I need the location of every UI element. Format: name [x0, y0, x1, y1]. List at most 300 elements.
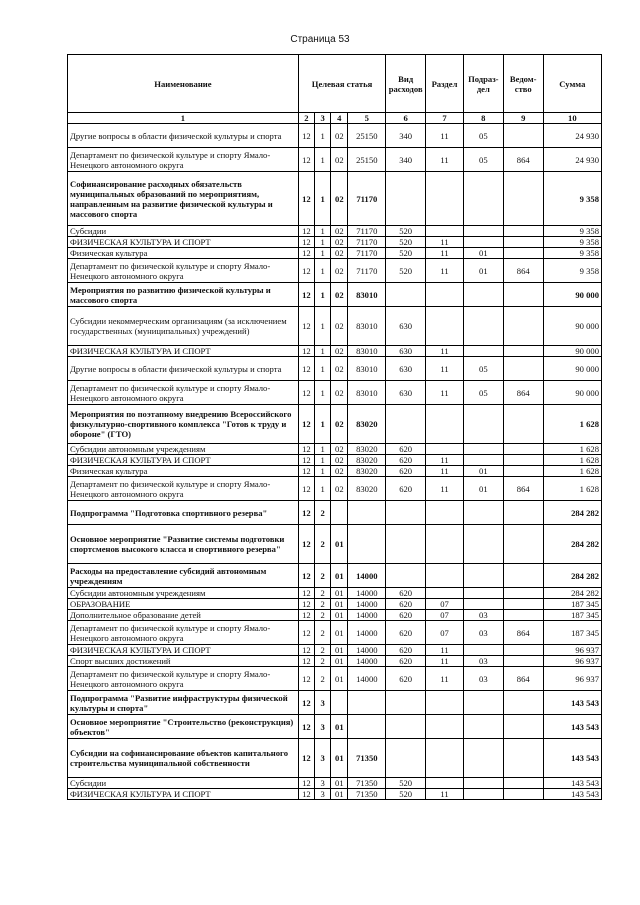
subprogram-code-cell: 3 [315, 789, 331, 800]
measure-code-cell: 02 [331, 172, 348, 226]
subprogram-code-cell: 1 [315, 477, 331, 501]
direction-code-cell: 83020 [348, 444, 386, 455]
program-code-cell: 12 [298, 610, 314, 621]
amount-cell: 143 543 [543, 691, 601, 715]
direction-code-cell: 83010 [348, 381, 386, 405]
table-row [68, 621, 602, 645]
program-code-cell: 12 [298, 307, 314, 346]
amount-cell: 90 000 [543, 357, 601, 381]
expense-type-cell [386, 525, 426, 564]
row-name-cell: Департамент по физической культуре и спорту Ямало-Ненецкого автономного округа [68, 259, 299, 283]
amount-cell: 1 628 [543, 477, 601, 501]
measure-code-cell: 02 [331, 455, 348, 466]
expense-type-cell: 630 [386, 381, 426, 405]
col-header-razdel: Раздел [426, 55, 464, 113]
program-code-cell: 12 [298, 148, 314, 172]
amount-cell: 90 000 [543, 346, 601, 357]
subsection-cell [463, 691, 503, 715]
subsection-cell: 03 [463, 667, 503, 691]
subprogram-code-cell: 2 [315, 599, 331, 610]
program-code-cell: 12 [298, 124, 314, 148]
section-cell: 07 [426, 621, 464, 645]
table-row [68, 248, 602, 259]
measure-code-cell: 02 [331, 444, 348, 455]
row-name-cell: Субсидии автономным учреждениям [68, 588, 299, 599]
direction-code-cell: 14000 [348, 645, 386, 656]
section-cell: 11 [426, 237, 464, 248]
subprogram-code-cell: 2 [315, 525, 331, 564]
department-cell [503, 525, 543, 564]
amount-cell: 143 543 [543, 778, 601, 789]
section-cell: 11 [426, 381, 464, 405]
column-number: 9 [503, 113, 543, 124]
column-number: 5 [348, 113, 386, 124]
expense-type-cell [386, 405, 426, 444]
subprogram-code-cell: 1 [315, 248, 331, 259]
measure-code-cell: 02 [331, 405, 348, 444]
expense-type-cell: 520 [386, 778, 426, 789]
department-cell [503, 455, 543, 466]
measure-code-cell: 01 [331, 715, 348, 739]
direction-code-cell: 71170 [348, 259, 386, 283]
measure-code-cell: 02 [331, 307, 348, 346]
subsection-cell [463, 501, 503, 525]
amount-cell: 187 345 [543, 621, 601, 645]
subprogram-code-cell: 2 [315, 667, 331, 691]
program-code-cell: 12 [298, 739, 314, 778]
expense-type-cell: 620 [386, 667, 426, 691]
amount-cell: 284 282 [543, 525, 601, 564]
measure-code-cell: 01 [331, 656, 348, 667]
column-number: 8 [463, 113, 503, 124]
department-cell [503, 656, 543, 667]
subsection-cell: 05 [463, 148, 503, 172]
amount-cell: 9 358 [543, 172, 601, 226]
program-code-cell: 12 [298, 283, 314, 307]
program-code-cell: 12 [298, 778, 314, 789]
subsection-cell [463, 226, 503, 237]
row-name-cell: Другие вопросы в области физической культуры и спорта [68, 124, 299, 148]
row-name-cell: Мероприятия по развитию физической культуры и массового спорта [68, 283, 299, 307]
program-code-cell: 12 [298, 645, 314, 656]
section-cell: 11 [426, 248, 464, 259]
row-name-cell: Субсидии на софинансирование объектов капитального строительства муниципальной собственности [68, 739, 299, 778]
section-cell: 11 [426, 455, 464, 466]
table-row [68, 148, 602, 172]
row-name-cell: Департамент по физической культуре и спорту Ямало-Ненецкого автономного округа [68, 477, 299, 501]
measure-code-cell: 02 [331, 248, 348, 259]
measure-code-cell: 02 [331, 148, 348, 172]
row-name-cell: ФИЗИЧЕСКАЯ КУЛЬТУРА И СПОРТ [68, 346, 299, 357]
table-row [68, 667, 602, 691]
subsection-cell [463, 237, 503, 248]
expense-type-cell [386, 172, 426, 226]
expense-type-cell: 520 [386, 259, 426, 283]
direction-code-cell: 14000 [348, 564, 386, 588]
row-name-cell: Департамент по физической культуре и спорту Ямало-Ненецкого автономного округа [68, 621, 299, 645]
expense-type-cell: 620 [386, 645, 426, 656]
department-cell [503, 599, 543, 610]
table-row [68, 405, 602, 444]
department-cell: 864 [503, 148, 543, 172]
expense-type-cell: 520 [386, 789, 426, 800]
subprogram-code-cell: 1 [315, 283, 331, 307]
measure-code-cell: 01 [331, 599, 348, 610]
col-header-podrazdel: Подраз-дел [463, 55, 503, 113]
expense-type-cell: 520 [386, 237, 426, 248]
direction-code-cell: 71170 [348, 172, 386, 226]
direction-code-cell: 83010 [348, 346, 386, 357]
program-code-cell: 12 [298, 405, 314, 444]
table-row [68, 715, 602, 739]
table-row [68, 455, 602, 466]
subprogram-code-cell: 2 [315, 656, 331, 667]
subprogram-code-cell: 2 [315, 501, 331, 525]
column-number: 7 [426, 113, 464, 124]
direction-code-cell: 14000 [348, 599, 386, 610]
table-row [68, 691, 602, 715]
section-cell: 11 [426, 656, 464, 667]
amount-cell: 284 282 [543, 501, 601, 525]
measure-code-cell: 02 [331, 346, 348, 357]
row-name-cell: Физическая культура [68, 248, 299, 259]
section-cell: 11 [426, 667, 464, 691]
row-name-cell: Субсидии автономным учреждениям [68, 444, 299, 455]
department-cell [503, 466, 543, 477]
subsection-cell: 05 [463, 381, 503, 405]
expense-type-cell: 620 [386, 444, 426, 455]
program-code-cell: 12 [298, 248, 314, 259]
measure-code-cell: 01 [331, 778, 348, 789]
amount-cell: 9 358 [543, 226, 601, 237]
subprogram-code-cell: 1 [315, 259, 331, 283]
table-row [68, 346, 602, 357]
direction-code-cell [348, 715, 386, 739]
expense-type-cell: 620 [386, 477, 426, 501]
row-name-cell: Физическая культура [68, 466, 299, 477]
direction-code-cell [348, 525, 386, 564]
program-code-cell: 12 [298, 172, 314, 226]
measure-code-cell: 01 [331, 789, 348, 800]
table-row [68, 172, 602, 226]
subsection-cell: 01 [463, 466, 503, 477]
subsection-cell [463, 564, 503, 588]
subsection-cell [463, 346, 503, 357]
direction-code-cell: 83010 [348, 283, 386, 307]
subsection-cell: 03 [463, 621, 503, 645]
department-cell: 864 [503, 381, 543, 405]
table-row [68, 645, 602, 656]
table-row [68, 226, 602, 237]
expense-type-cell: 620 [386, 656, 426, 667]
amount-cell: 284 282 [543, 588, 601, 599]
subprogram-code-cell: 1 [315, 455, 331, 466]
direction-code-cell: 83010 [348, 357, 386, 381]
program-code-cell: 12 [298, 525, 314, 564]
measure-code-cell: 01 [331, 739, 348, 778]
expense-type-cell [386, 283, 426, 307]
department-cell [503, 739, 543, 778]
amount-cell: 9 358 [543, 259, 601, 283]
row-name-cell: Основное мероприятие "Развитие системы подготовки спортсменов высокого класса и спортивного резерва" [68, 525, 299, 564]
program-code-cell: 12 [298, 564, 314, 588]
section-cell [426, 715, 464, 739]
table-row [68, 778, 602, 789]
department-cell [503, 610, 543, 621]
department-cell [503, 405, 543, 444]
amount-cell: 9 358 [543, 248, 601, 259]
table-row [68, 656, 602, 667]
section-cell [426, 405, 464, 444]
subprogram-code-cell: 2 [315, 564, 331, 588]
direction-code-cell: 71170 [348, 226, 386, 237]
expense-type-cell: 520 [386, 248, 426, 259]
section-cell: 11 [426, 789, 464, 800]
section-cell: 11 [426, 357, 464, 381]
subsection-cell [463, 599, 503, 610]
section-cell: 11 [426, 124, 464, 148]
col-header-vid: Вид расходов [386, 55, 426, 113]
measure-code-cell: 02 [331, 259, 348, 283]
department-cell [503, 283, 543, 307]
row-name-cell: ФИЗИЧЕСКАЯ КУЛЬТУРА И СПОРТ [68, 455, 299, 466]
subsection-cell [463, 789, 503, 800]
direction-code-cell: 71350 [348, 778, 386, 789]
measure-code-cell: 02 [331, 226, 348, 237]
subprogram-code-cell: 3 [315, 778, 331, 789]
subprogram-code-cell: 3 [315, 691, 331, 715]
row-name-cell: Другие вопросы в области физической культуры и спорта [68, 357, 299, 381]
section-cell [426, 525, 464, 564]
measure-code-cell: 01 [331, 610, 348, 621]
subprogram-code-cell: 1 [315, 124, 331, 148]
direction-code-cell: 71350 [348, 739, 386, 778]
subsection-cell: 05 [463, 357, 503, 381]
subprogram-code-cell: 1 [315, 381, 331, 405]
row-name-cell: Основное мероприятие "Строительство (реконструкция) объектов" [68, 715, 299, 739]
direction-code-cell: 14000 [348, 610, 386, 621]
direction-code-cell: 25150 [348, 148, 386, 172]
department-cell: 864 [503, 621, 543, 645]
subprogram-code-cell: 3 [315, 739, 331, 778]
department-cell: 864 [503, 667, 543, 691]
table-row [68, 237, 602, 248]
subsection-cell [463, 405, 503, 444]
direction-code-cell: 71170 [348, 248, 386, 259]
subprogram-code-cell: 2 [315, 588, 331, 599]
measure-code-cell: 02 [331, 283, 348, 307]
subsection-cell [463, 715, 503, 739]
table-row [68, 501, 602, 525]
measure-code-cell: 01 [331, 588, 348, 599]
measure-code-cell: 02 [331, 237, 348, 248]
subprogram-code-cell: 3 [315, 715, 331, 739]
amount-cell: 9 358 [543, 237, 601, 248]
measure-code-cell: 02 [331, 466, 348, 477]
expense-type-cell: 620 [386, 621, 426, 645]
subsection-cell [463, 525, 503, 564]
section-cell: 11 [426, 148, 464, 172]
row-name-cell: ФИЗИЧЕСКАЯ КУЛЬТУРА И СПОРТ [68, 237, 299, 248]
department-cell: 864 [503, 259, 543, 283]
program-code-cell: 12 [298, 346, 314, 357]
subprogram-code-cell: 2 [315, 610, 331, 621]
row-name-cell: Софинансирование расходных обязательств муниципальных образований по мероприятиям, направленным на развитие физической культуры и массового спорта [68, 172, 299, 226]
header-row [68, 55, 602, 113]
program-code-cell: 12 [298, 259, 314, 283]
subsection-cell [463, 307, 503, 346]
expense-type-cell: 630 [386, 307, 426, 346]
program-code-cell: 12 [298, 477, 314, 501]
row-name-cell: Департамент по физической культуре и спорту Ямало-Ненецкого автономного округа [68, 148, 299, 172]
measure-code-cell: 01 [331, 621, 348, 645]
direction-code-cell: 14000 [348, 667, 386, 691]
section-cell [426, 691, 464, 715]
col-header-target: Целевая статья [298, 55, 385, 113]
measure-code-cell: 02 [331, 124, 348, 148]
amount-cell: 143 543 [543, 715, 601, 739]
row-name-cell: Субсидии некоммерческим организациям (за исключением государственных (муниципальных) учреждений) [68, 307, 299, 346]
section-cell [426, 501, 464, 525]
amount-cell: 90 000 [543, 307, 601, 346]
section-cell: 11 [426, 346, 464, 357]
col-header-vedomstvo: Ведом-ство [503, 55, 543, 113]
section-cell [426, 564, 464, 588]
subsection-cell: 01 [463, 248, 503, 259]
subprogram-code-cell: 1 [315, 346, 331, 357]
row-name-cell: Дополнительное образование детей [68, 610, 299, 621]
column-number: 10 [543, 113, 601, 124]
direction-code-cell: 71350 [348, 789, 386, 800]
row-name-cell: Департамент по физической культуре и спорту Ямало-Ненецкого автономного округа [68, 667, 299, 691]
measure-code-cell: 01 [331, 667, 348, 691]
department-cell [503, 789, 543, 800]
expense-type-cell: 630 [386, 357, 426, 381]
amount-cell: 24 930 [543, 148, 601, 172]
section-cell: 11 [426, 645, 464, 656]
department-cell [503, 172, 543, 226]
subprogram-code-cell: 2 [315, 621, 331, 645]
table-row [68, 307, 602, 346]
expense-type-cell [386, 691, 426, 715]
direction-code-cell: 14000 [348, 621, 386, 645]
subprogram-code-cell: 2 [315, 645, 331, 656]
section-cell [426, 307, 464, 346]
column-number: 2 [298, 113, 314, 124]
expense-type-cell: 620 [386, 466, 426, 477]
row-name-cell: ФИЗИЧЕСКАЯ КУЛЬТУРА И СПОРТ [68, 645, 299, 656]
program-code-cell: 12 [298, 588, 314, 599]
section-cell [426, 588, 464, 599]
direction-code-cell: 25150 [348, 124, 386, 148]
program-code-cell: 12 [298, 621, 314, 645]
program-code-cell: 12 [298, 455, 314, 466]
table-row [68, 564, 602, 588]
subsection-cell: 03 [463, 656, 503, 667]
measure-code-cell: 02 [331, 357, 348, 381]
amount-cell: 284 282 [543, 564, 601, 588]
department-cell [503, 226, 543, 237]
department-cell [503, 307, 543, 346]
amount-cell: 143 543 [543, 789, 601, 800]
direction-code-cell: 14000 [348, 656, 386, 667]
expense-type-cell: 620 [386, 588, 426, 599]
department-cell [503, 501, 543, 525]
department-cell: 864 [503, 477, 543, 501]
row-name-cell: ОБРАЗОВАНИЕ [68, 599, 299, 610]
program-code-cell: 12 [298, 789, 314, 800]
table-row [68, 477, 602, 501]
table-row [68, 739, 602, 778]
subsection-cell [463, 588, 503, 599]
department-cell [503, 564, 543, 588]
subsection-cell: 01 [463, 477, 503, 501]
department-cell [503, 645, 543, 656]
expense-type-cell: 630 [386, 346, 426, 357]
expense-type-cell: 620 [386, 610, 426, 621]
table-row [68, 283, 602, 307]
column-number: 6 [386, 113, 426, 124]
program-code-cell: 12 [298, 667, 314, 691]
program-code-cell: 12 [298, 466, 314, 477]
expense-type-cell: 520 [386, 226, 426, 237]
direction-code-cell: 83020 [348, 405, 386, 444]
amount-cell: 96 937 [543, 645, 601, 656]
budget-table [67, 54, 602, 800]
department-cell [503, 357, 543, 381]
amount-cell: 187 345 [543, 599, 601, 610]
measure-code-cell: 01 [331, 645, 348, 656]
program-code-cell: 12 [298, 381, 314, 405]
subprogram-code-cell: 1 [315, 357, 331, 381]
subprogram-code-cell: 1 [315, 307, 331, 346]
department-cell [503, 444, 543, 455]
subsection-cell [463, 444, 503, 455]
subsection-cell [463, 283, 503, 307]
col-header-name: Наименование [68, 55, 299, 113]
table-row [68, 357, 602, 381]
subsection-cell [463, 172, 503, 226]
measure-code-cell: 01 [331, 564, 348, 588]
table-row [68, 466, 602, 477]
expense-type-cell: 340 [386, 124, 426, 148]
table-row [68, 444, 602, 455]
expense-type-cell [386, 739, 426, 778]
subsection-cell [463, 455, 503, 466]
amount-cell: 1 628 [543, 466, 601, 477]
table-row [68, 381, 602, 405]
department-cell [503, 778, 543, 789]
program-code-cell: 12 [298, 357, 314, 381]
direction-code-cell: 83020 [348, 477, 386, 501]
subsection-cell [463, 645, 503, 656]
amount-cell: 1 628 [543, 455, 601, 466]
table-row [68, 599, 602, 610]
row-name-cell: Подпрограмма "Развитие инфраструктуры физической культуры и спорта" [68, 691, 299, 715]
direction-code-cell: 83010 [348, 307, 386, 346]
subsection-cell [463, 778, 503, 789]
row-name-cell: Расходы на предоставление субсидий автономным учреждениям [68, 564, 299, 588]
row-name-cell: Субсидии [68, 226, 299, 237]
amount-cell: 1 628 [543, 444, 601, 455]
section-cell: 07 [426, 610, 464, 621]
amount-cell: 96 937 [543, 667, 601, 691]
program-code-cell: 12 [298, 599, 314, 610]
table-row [68, 525, 602, 564]
section-cell [426, 172, 464, 226]
row-name-cell: Департамент по физической культуре и спорту Ямало-Ненецкого автономного округа [68, 381, 299, 405]
program-code-cell: 12 [298, 226, 314, 237]
